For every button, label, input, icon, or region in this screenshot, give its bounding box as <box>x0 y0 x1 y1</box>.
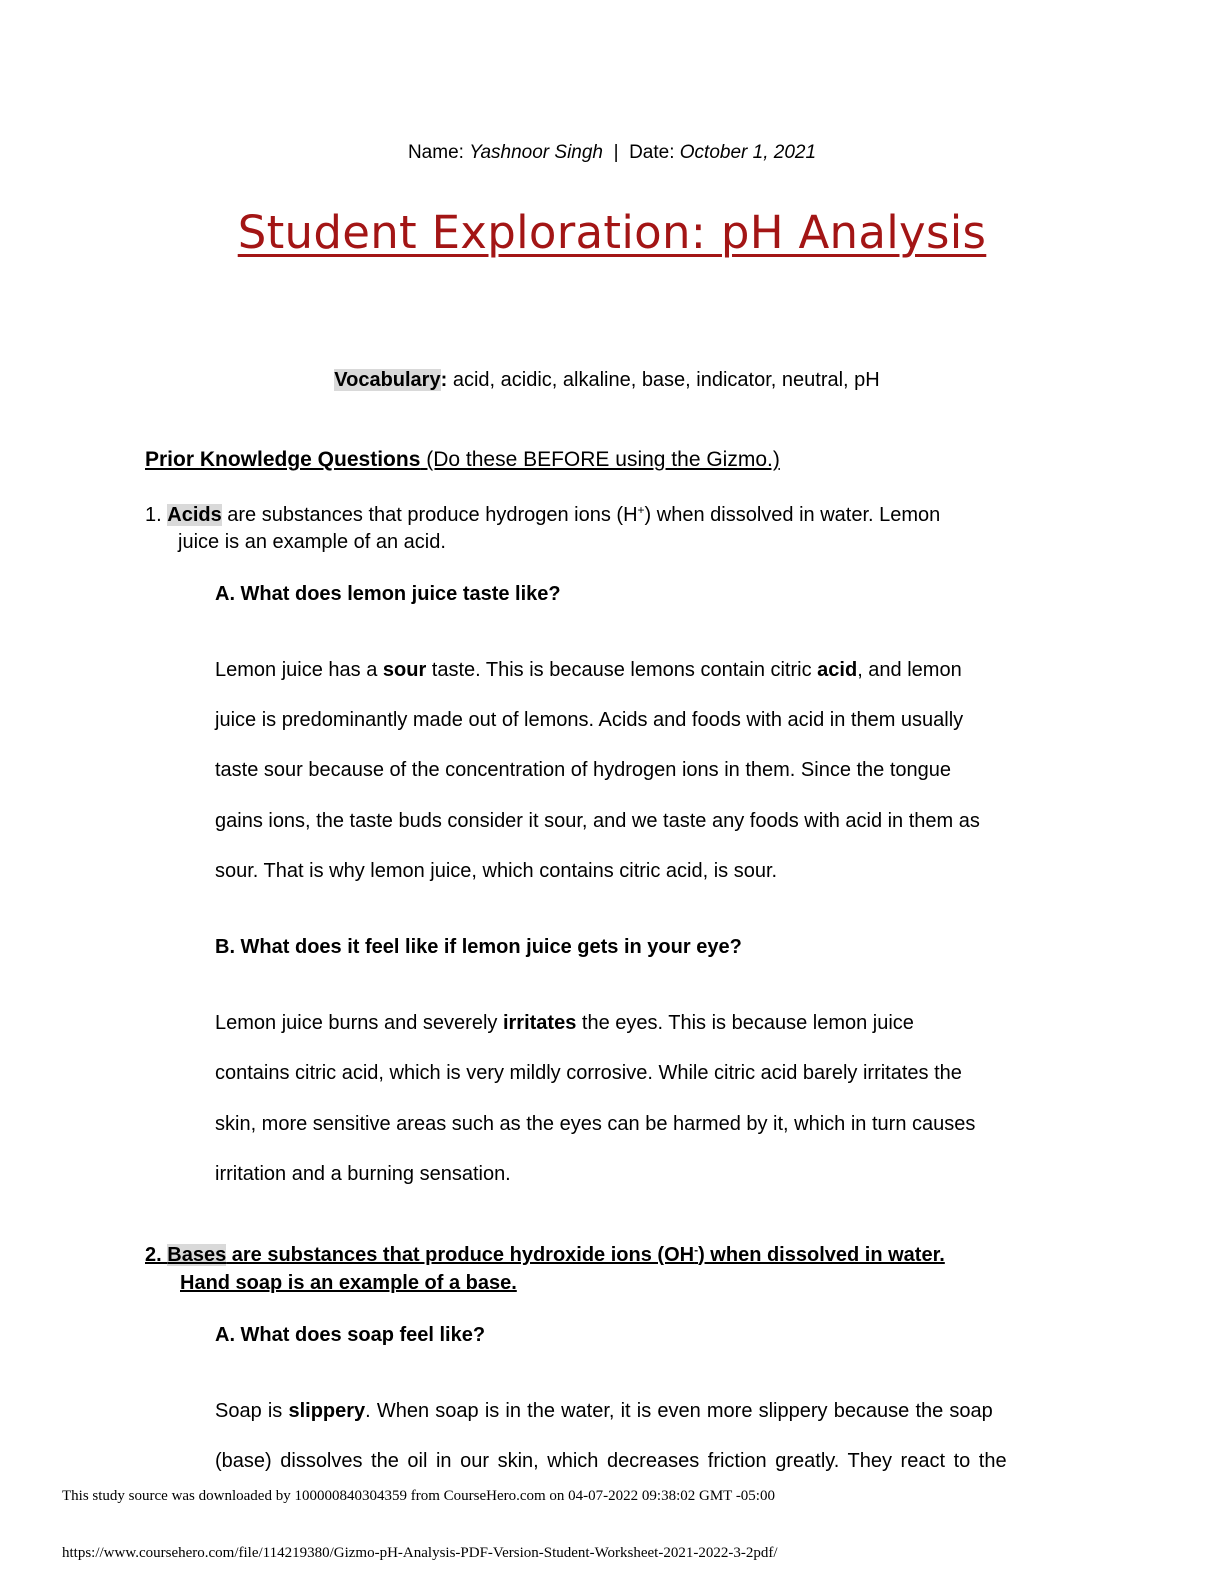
answer-text: Lemon juice has a <box>215 659 383 681</box>
answer-text: taste. This is because lemons contain citric <box>426 659 818 681</box>
question-1-text: are substances that produce hydrogen ions (H <box>221 504 638 526</box>
download-note: This study source was downloaded by 100000840304359 from CourseHero.com on 04-07-2022 09:38:02 GMT -05:00 <box>62 1488 775 1504</box>
answer-1b-line-4: irritation and a burning sensation. <box>215 1163 511 1185</box>
name-label: Name: <box>407 142 464 163</box>
answer-text: Lemon juice burns and severely <box>215 1012 503 1034</box>
prior-knowledge-title: Prior Knowledge Questions <box>145 448 421 471</box>
separator: | <box>613 142 619 163</box>
question-2-line-1 <box>145 1244 945 1267</box>
question-2-number: 2. <box>145 1244 168 1266</box>
question-1-line-2: juice is an example of an acid. <box>178 531 446 553</box>
vocabulary-terms: acid, acidic, alkaline, base, indicator, neutral, pH <box>452 369 880 391</box>
bases-term: Bases <box>167 1244 227 1266</box>
answer-1b-line-1 <box>215 1012 914 1035</box>
vocabulary-line <box>0 369 1214 392</box>
answer-2a-line-1 <box>215 1400 1061 1423</box>
answer-text: Soap is <box>215 1400 289 1422</box>
question-1-text-end: ) when dissolved in water. Lemon <box>644 504 941 526</box>
vocabulary-label: Vocabulary <box>334 369 441 391</box>
superscript-plus: + <box>637 503 645 517</box>
answer-1a-line-4: gains ions, the taste buds consider it sour, and we taste any foods with acid in them as <box>215 810 980 832</box>
bold-term-acid: acid <box>817 659 858 681</box>
question-2-text-end: ) when dissolved in water. <box>698 1244 945 1266</box>
page-title: Student Exploration: pH Analysis <box>237 206 987 259</box>
superscript-minus: - <box>694 1243 699 1257</box>
answer-1b-line-2: contains citric acid, which is very mildly corrosive. While citric acid barely irritates the <box>215 1062 962 1084</box>
acids-term: Acids <box>167 504 222 526</box>
question-1a: A. What does lemon juice taste like? <box>215 583 561 605</box>
date-value: October 1, 2021 <box>679 142 817 163</box>
answer-1a-line-3: taste sour because of the concentration of hydrogen ions in them. Since the tongue <box>215 759 952 781</box>
answer-1a-line-1 <box>215 659 962 682</box>
source-url[interactable]: https://www.coursehero.com/file/114219380/Gizmo-pH-Analysis-PDF-Version-Student-Worksheet-2021-2022-3-2pdf/ <box>62 1545 778 1561</box>
date-label: Date: <box>629 142 675 163</box>
bold-term-sour: sour <box>382 659 427 681</box>
question-1-number: 1. <box>145 504 168 526</box>
prior-knowledge-heading <box>145 448 780 472</box>
answer-1a-line-5: sour. That is why lemon juice, which contains citric acid, is sour. <box>215 860 778 882</box>
answer-1a-line-2: juice is predominantly made out of lemons. Acids and foods with acid in them usually <box>215 709 964 731</box>
answer-2a-line-2: (base) dissolves the oil in our skin, which decreases friction greatly. They react to the <box>215 1450 1007 1472</box>
question-2a: A. What does soap feel like? <box>215 1324 486 1346</box>
question-1b: B. What does it feel like if lemon juice gets in your eye? <box>215 936 742 958</box>
answer-text: , and lemon <box>857 659 962 681</box>
answer-text: . When soap is in the water, it is even more slippery because the soap <box>365 1400 993 1422</box>
name-date-line <box>0 142 1224 164</box>
answer-text: the eyes. This is because lemon juice <box>576 1012 914 1034</box>
question-2-line-2: Hand soap is an example of a base. <box>180 1272 517 1294</box>
question-1-line-1 <box>145 504 940 527</box>
vocabulary-colon: : <box>440 369 448 391</box>
question-2-text: are substances that produce hydroxide ions (OH <box>226 1244 695 1266</box>
prior-knowledge-note: (Do these BEFORE using the Gizmo.) <box>420 448 780 471</box>
answer-1b-line-3: skin, more sensitive areas such as the eyes can be harmed by it, which in turn causes <box>215 1113 976 1135</box>
student-name: Yashnoor Singh <box>469 142 604 163</box>
bold-term-slippery: slippery <box>288 1400 366 1422</box>
bold-term-irritates: irritates <box>502 1012 577 1034</box>
